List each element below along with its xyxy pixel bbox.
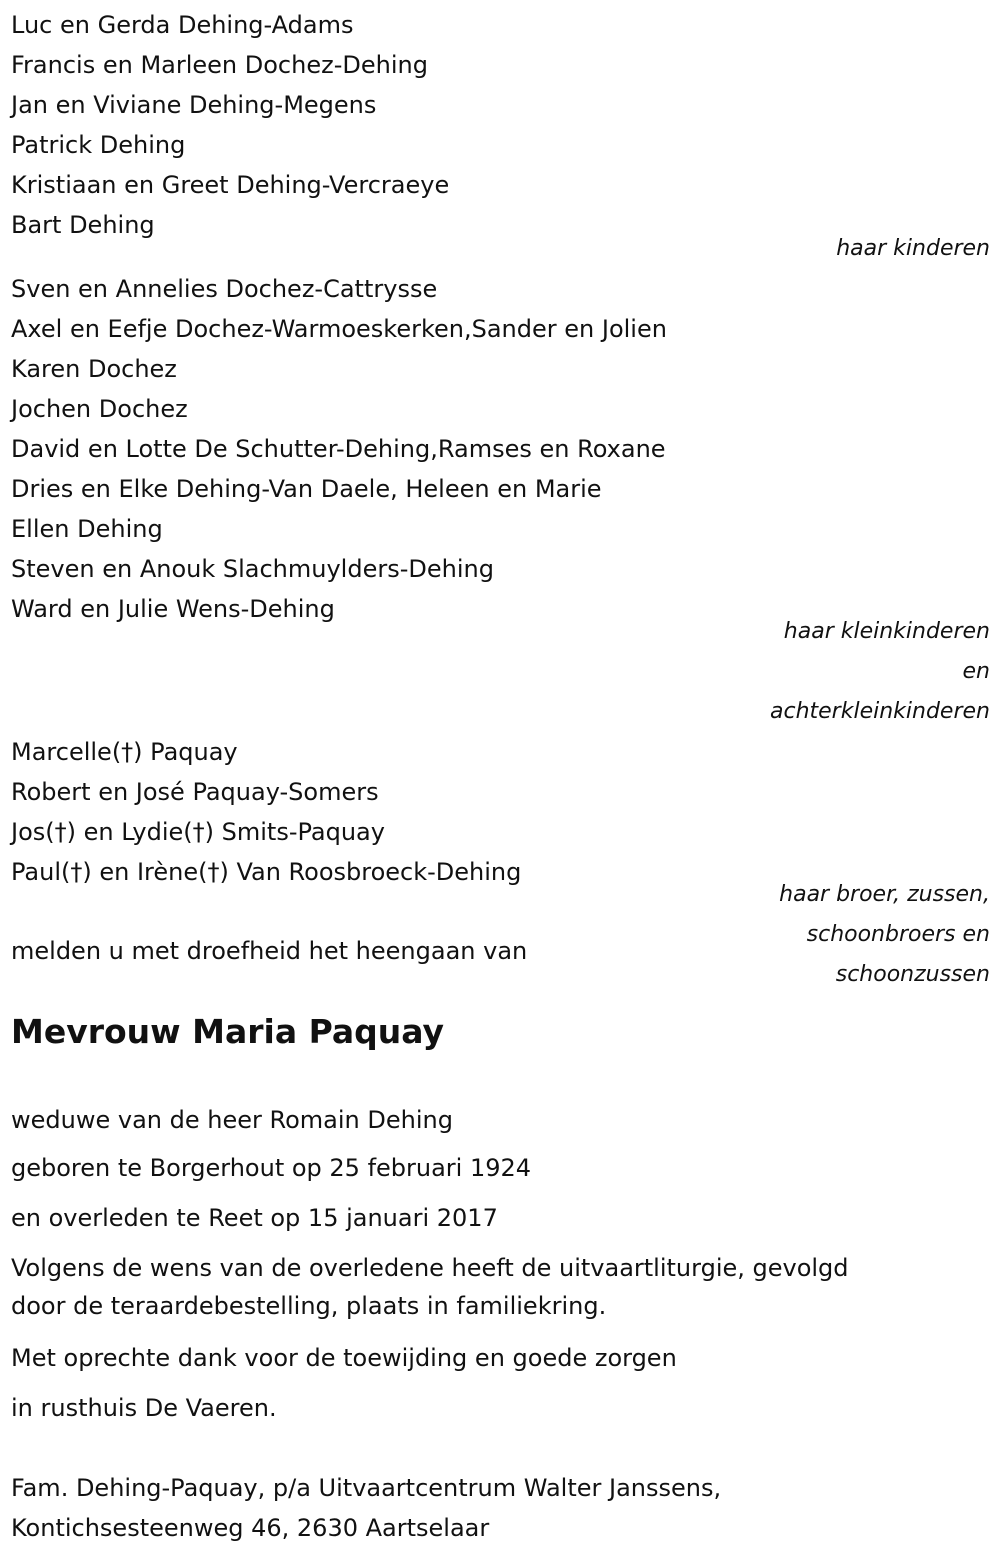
list-item: Karen Dochez [11,355,177,383]
list-item: Luc en Gerda Dehing-Adams [11,11,354,39]
list-item: Marcelle(†) Paquay [11,738,238,766]
grandchildren-label: en [962,659,990,684]
list-item: Sven en Annelies Dochez-Cattrysse [11,275,438,303]
siblings-label: schoonbroers en [806,922,990,947]
funeral-note: Volgens de wens van de overledene heeft de uitvaartliturgie, gevolgd [11,1254,849,1282]
grandchildren-label: achterkleinkinderen [770,699,990,724]
list-item: Bart Dehing [11,211,155,239]
list-item: Robert en José Paquay-Somers [11,778,379,806]
list-item: Ellen Dehing [11,515,163,543]
detail-line: weduwe van de heer Romain Dehing [11,1106,453,1134]
announcement: melden u met droefheid het heengaan van [11,937,528,965]
deceased-name: Mevrouw Maria Paquay [11,1012,445,1051]
list-item: Jan en Viviane Dehing-Megens [11,91,377,119]
grandchildren-label: haar kleinkinderen [783,619,990,644]
detail-line: en overleden te Reet op 15 januari 2017 [11,1204,498,1232]
list-item: Patrick Dehing [11,131,186,159]
list-item: Axel en Eefje Dochez-Warmoeskerken,Sander en Jolien [11,315,667,343]
detail-line: geboren te Borgerhout op 25 februari 1924 [11,1154,532,1182]
list-item: David en Lotte De Schutter-Dehing,Ramses en Roxane [11,435,666,463]
list-item: Paul(†) en Irène(†) Van Roosbroeck-Dehing [11,858,522,886]
contact-line: Kontichsesteenweg 46, 2630 Aartselaar [11,1514,490,1542]
list-item: Steven en Anouk Slachmuylders-Dehing [11,555,494,583]
thanks-line: Met oprechte dank voor de toewijding en goede zorgen [11,1344,677,1372]
thanks-line: in rusthuis De Vaeren. [11,1394,277,1422]
contact-line: Fam. Dehing-Paquay, p/a Uitvaartcentrum Walter Janssens, [11,1474,722,1502]
children-label: haar kinderen [836,236,990,261]
funeral-note: door de teraardebestelling, plaats in familiekring. [11,1292,607,1320]
list-item: Jochen Dochez [11,395,188,423]
siblings-label: schoonzussen [835,962,990,987]
siblings-label: haar broer, zussen, [779,882,990,907]
list-item: Francis en Marleen Dochez-Dehing [11,51,428,79]
list-item: Dries en Elke Dehing-Van Daele, Heleen en Marie [11,475,602,503]
list-item: Ward en Julie Wens-Dehing [11,595,335,623]
list-item: Jos(†) en Lydie(†) Smits-Paquay [11,818,385,846]
list-item: Kristiaan en Greet Dehing-Vercraeye [11,171,450,199]
